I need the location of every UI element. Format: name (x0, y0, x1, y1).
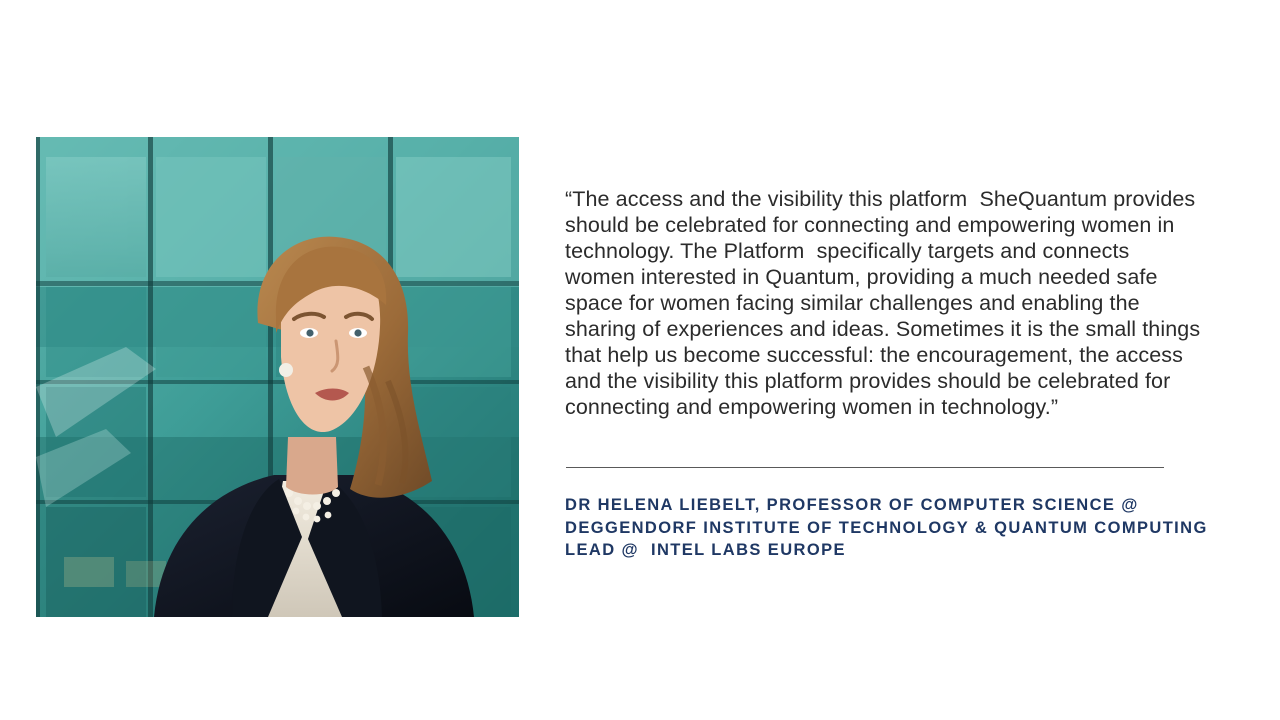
portrait-photo-helena-liebelt (36, 137, 519, 617)
quote-block (565, 186, 1205, 420)
attribution-text: DR HELENA LIEBELT, PROFESSOR OF COMPUTER SCIENCE @ DEGGENDORF INSTITUTE OF TECHNOLOGY & QUANTUM COMPUTING LEAD @ INTEL LABS EUROPE (565, 496, 1214, 559)
quote-text: “The access and the visibility this platform SheQuantum provides should be celebrated for connecting and empowering women in technology. The Platform specifically targets and connects women interested in Quantum, providing a much needed safe space for women facing similar challenges and enabling the sharing of experiences and ideas. Sometimes it is the small things that help us become successful: the encouragement, the access and the visibility this platform provides should be celebrated for connecting and empowering women in technology.” (565, 187, 1207, 419)
portrait-illustration (36, 137, 519, 617)
attribution-divider (566, 467, 1164, 468)
